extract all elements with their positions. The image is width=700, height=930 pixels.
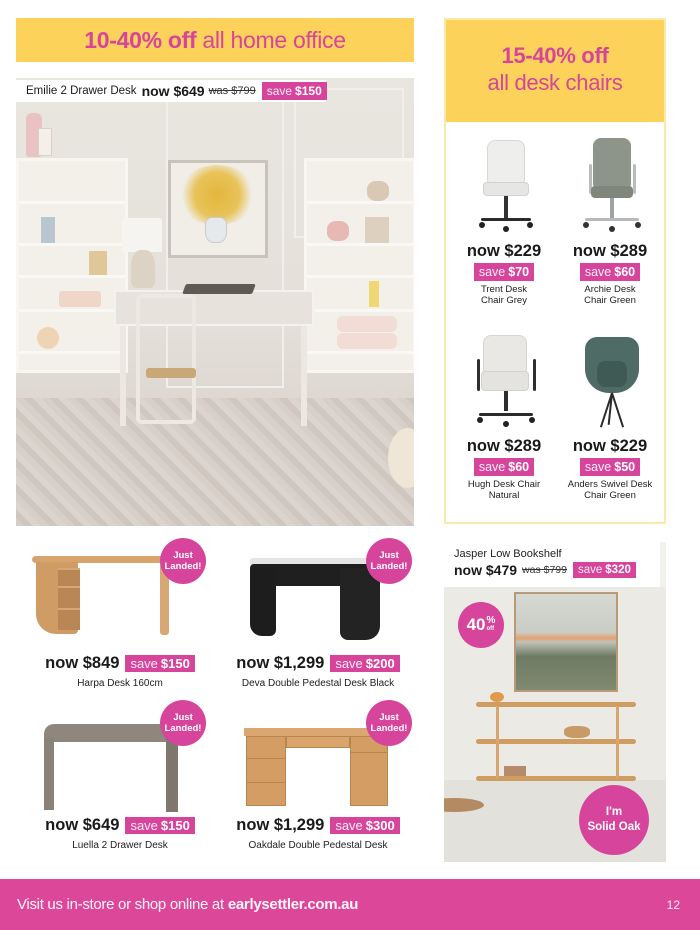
chair-image-anders	[565, 325, 655, 435]
hero-image-emilie-desk[interactable]	[16, 78, 414, 526]
desk-save-badge: save $150	[125, 655, 194, 672]
footer-message: Visit us in-store or shop online at earlysettler.com.au	[17, 896, 359, 913]
chair-card-hugh[interactable]	[450, 325, 558, 501]
desk-card-harpa[interactable]	[22, 538, 218, 698]
chair-image-trent	[459, 130, 549, 240]
hero-save-badge: save $150	[262, 82, 327, 100]
desk-price-row	[220, 816, 416, 835]
website-link[interactable]: earlysettler.com.au	[227, 896, 359, 913]
rug	[16, 398, 414, 526]
desk-now-price: now $649	[45, 816, 120, 834]
just-landed-badge: Just Landed!	[160, 700, 206, 746]
desk-now-price: now $849	[45, 654, 120, 672]
bookshelf-name: Jasper Low Bookshelf	[454, 548, 562, 560]
chair-save-badge: save $60	[474, 458, 534, 476]
chair-image-archie	[565, 130, 655, 240]
desk-price-row	[22, 654, 218, 673]
just-landed-badge: Just Landed!	[366, 700, 412, 746]
desk-card-deva[interactable]	[220, 538, 416, 698]
jasper-bookshelf	[476, 702, 636, 707]
chair-card-trent[interactable]	[450, 130, 558, 306]
desk-card-luella[interactable]	[22, 700, 218, 860]
desk-now-price: now $1,299	[236, 816, 325, 834]
wall-art-yellow-flowers	[168, 160, 268, 258]
bookshelf-save-badge: save $320	[573, 562, 636, 578]
chair-image-hugh	[459, 325, 549, 435]
desk-save-badge: save $200	[330, 655, 399, 672]
landscape-painting	[514, 592, 618, 692]
desk-name: Harpa Desk 160cm	[77, 678, 163, 689]
desk-now-price: now $1,299	[236, 654, 325, 672]
chair-save-badge: save $70	[474, 263, 534, 281]
banner-text: all home office	[202, 26, 346, 53]
footer-bar	[0, 879, 700, 930]
desk-name: Oakdale Double Pedestal Desk	[248, 840, 388, 851]
chair-price: now $229	[466, 242, 542, 260]
chair-name: Hugh Desk Chair Natural	[467, 479, 541, 501]
chair-price: now $289	[572, 242, 648, 260]
chair-name: Archie Desk Chair Green	[584, 284, 636, 306]
home-office-banner	[16, 18, 414, 62]
lantern-decor	[38, 128, 52, 156]
desk-save-badge: save $150	[125, 817, 194, 834]
desk-chairs-panel	[444, 18, 666, 524]
left-bookshelf	[16, 158, 128, 373]
chair-card-anders[interactable]	[556, 325, 664, 501]
desk-save-badge: save $300	[330, 817, 399, 834]
chair-save-badge: save $60	[580, 263, 640, 281]
bookshelf-feature-panel[interactable]	[444, 542, 666, 862]
chair-name: Anders Swivel Desk Chair Green	[567, 479, 653, 501]
desk-price-row	[22, 816, 218, 835]
just-landed-badge: Just Landed!	[366, 538, 412, 584]
forty-percent-off-badge: 40 % off	[458, 602, 504, 648]
hero-product-name: Emilie 2 Drawer Desk	[26, 85, 137, 97]
solid-oak-badge: I'm Solid Oak	[579, 785, 649, 855]
hero-price-caption	[16, 80, 326, 102]
chair-save-badge: save $50	[580, 458, 640, 476]
table-lamp	[122, 218, 162, 252]
cross-back-chair	[136, 294, 196, 424]
chairs-banner-discount: 15-40% off	[501, 43, 609, 68]
chairs-banner-text: all desk chairs	[487, 70, 623, 95]
bookshelf-caption	[444, 542, 660, 587]
bookshelf-was-price: was $799	[522, 564, 567, 576]
chair-price: now $289	[466, 437, 542, 455]
desk-name: Deva Double Pedestal Desk Black	[241, 678, 395, 689]
chair-card-archie[interactable]	[556, 130, 664, 306]
hero-now-price: now $649	[141, 83, 205, 99]
chairs-banner	[446, 20, 664, 122]
right-bookshelf	[304, 158, 414, 373]
desk-card-oakdale[interactable]	[220, 700, 416, 860]
banner-discount: 10-40% off	[84, 26, 197, 53]
chair-name: Trent Desk Chair Grey	[480, 284, 528, 306]
hero-was-price: was $799	[208, 85, 256, 97]
bookshelf-now-price: now $479	[454, 562, 518, 578]
page-number: 12	[666, 897, 680, 912]
chair-price: now $229	[572, 437, 648, 455]
desk-price-row	[220, 654, 416, 673]
open-book	[182, 284, 256, 294]
just-landed-badge: Just Landed!	[160, 538, 206, 584]
desk-name: Luella 2 Drawer Desk	[72, 840, 168, 851]
